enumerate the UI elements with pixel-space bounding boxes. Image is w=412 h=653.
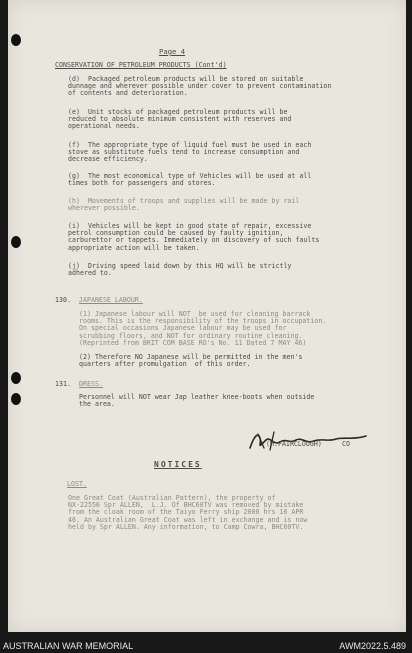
item-131-number: 131. xyxy=(55,380,71,388)
punch-hole xyxy=(11,236,21,248)
item-130-para-2: (2) Therefore NO Japanese will be permitted in the men's quarters after promulgation of this order. xyxy=(79,353,303,369)
page-label: Page 4 xyxy=(159,47,186,56)
punch-hole xyxy=(11,34,21,46)
para-i: (i) Vehicles will be kept in good state of repair, excessive petrol consumption could be caused by faulty ignition, carburettor or tappets. Immediately on discovery of such faults appropriate action will be taken. xyxy=(68,222,320,252)
item-130-title: JAPANESE LABOUR. xyxy=(79,296,143,304)
footer-accession-number: AWM2022.5.489 xyxy=(339,641,406,651)
para-d: (d) Packaged petroleum products will be stored on suitable dunnage and wherever possible under cover to prevent contamination of contents and deterioration. xyxy=(68,75,332,98)
item-130-para-1: (1) Japanese labour will NOT be used for cleaning barrack rooms. This is the responsibility of the troops in occupation. On special occasions Japanese labour may be used for scrubbing floors, and NOT for ordinary routine cleaning. (Reprinted from BRIT COM BASE RO's No. 11 Dated 7 MAY 46) xyxy=(79,310,327,347)
para-j: (j) Driving speed laid down by this HQ will be strictly adhered to. xyxy=(68,262,292,278)
lost-text: One Great Coat (Australian Pattern), the property of NX-22556 Spr ALLEN, L.J. Of BHC60TV was removed by mistake from the cloak room of the Taiyo Ferry ship 2000 hrs 16 APR 46. An Australian Great Coat was left in exchange and is now held by Spr ALLEN. Any information, to Camp Cowra, BHC60TV. xyxy=(68,494,308,531)
lost-title: LOST. xyxy=(67,480,87,488)
section-heading: CONSERVATION OF PETROLEUM PRODUCTS (Cont'd) xyxy=(55,61,227,69)
item-131-title: DRESS. xyxy=(79,380,103,388)
signatory-name: (M.FAIRCLOUGH) xyxy=(266,440,322,448)
archive-footer xyxy=(0,640,412,653)
para-h: (h) Movements of troops and supplies will be made by rail wherever possible. xyxy=(68,197,300,213)
punch-hole xyxy=(11,372,21,384)
signatory-rank: CO xyxy=(342,440,350,448)
para-f: (f) The appropriate type of liquid fuel must be used in each stove as substitute fuels tend to increase consumption and decrease efficiency. xyxy=(68,141,312,164)
document-page xyxy=(8,0,406,632)
para-g: (g) The most economical type of Vehicles will be used at all times both for passengers and stores. xyxy=(68,172,312,188)
item-130-number: 130. xyxy=(55,296,71,304)
footer-institution: AUSTRALIAN WAR MEMORIAL xyxy=(3,641,134,651)
punch-hole xyxy=(11,393,21,405)
item-131-text: Personnel will NOT wear Jap leather knee-boots when outside the area. xyxy=(79,393,315,409)
para-e: (e) Unit stocks of packaged petroleum products will be reduced to absolute minimum consistent with reserves and operational needs. xyxy=(68,108,292,131)
notices-heading: NOTICES xyxy=(154,460,202,469)
